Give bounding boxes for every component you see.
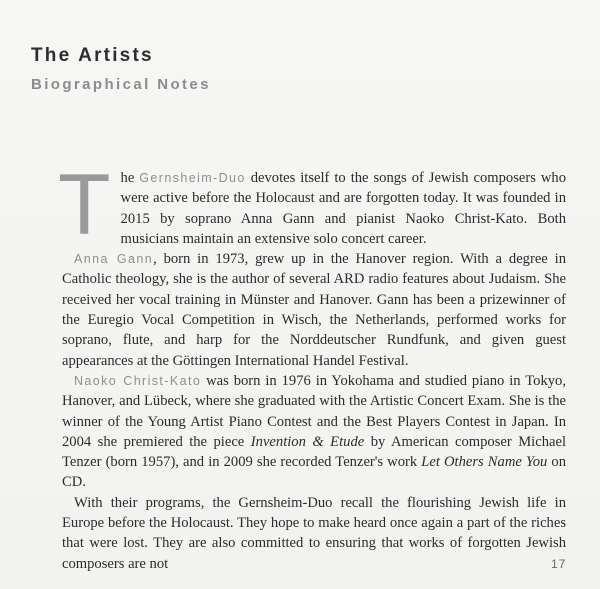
page-title: The Artists bbox=[31, 45, 154, 66]
paragraph-naoko-text-c: on CD. bbox=[62, 454, 566, 491]
paragraph-duo bbox=[58, 157, 566, 253]
name-anna-gann: Anna Gann bbox=[74, 252, 154, 267]
page-number: 17 bbox=[551, 557, 567, 571]
drop-cap: T bbox=[58, 157, 111, 253]
paragraph-naoko-christ-kato bbox=[62, 371, 566, 493]
paragraph-anna-gann-text: , born in 1973, grew up in the Hanover region. With a degree in Catholic theology, she is the author of several ARD radio features about Judaism. She received her vocal training in Münster and Hanover. Gann has been a prizewinner of the Euregio Vocal Competition in Wisch, the Netherlands, performed works for soprano, flute, and harp for the Norddeutscher Rundfunk, and given guest appearances at the Göttingen International Handel Festival. bbox=[62, 251, 566, 369]
paragraph-lead: he bbox=[120, 170, 135, 186]
page-subtitle: Biographical Notes bbox=[31, 76, 211, 93]
work-title-invention-etude: Invention & Etude bbox=[250, 433, 365, 450]
name-gernsheim-duo: Gernsheim-Duo bbox=[139, 171, 246, 185]
biography-text bbox=[58, 157, 567, 574]
paragraph-naoko-text-b: by American composer Michael Tenzer (born 1957), and in 2009 she recorded Tenzer's work bbox=[62, 433, 567, 471]
paragraph-programs-text: With their programs, the Gernsheim-Duo recall the flourishing Jewish life in Europe before the Holocaust. They hope to make heard once again a part of the riches that were lost. They are also committed to ensuring that works of forgotten Jewish composers are not bbox=[62, 494, 566, 572]
paragraph-programs bbox=[62, 493, 566, 574]
work-title-let-others-name-you: Let Others Name You bbox=[421, 454, 548, 471]
paragraph-anna-gann bbox=[62, 249, 566, 371]
name-naoko-christ-kato: Naoko Christ-Kato bbox=[74, 373, 202, 388]
paragraph-duo-text: devotes itself to the songs of Jewish composers who were active before the Holocaust and are forgotten today. It was founded in 2015 by soprano Anna Gann and pianist Naoko Christ-Kato. Both musicians maintain an extensive solo concert career. bbox=[120, 170, 566, 247]
paragraph-naoko-text-a: was born in 1976 in Yokohama and studied piano in Tokyo, Hanover, and Lübeck, where she graduated with the Artistic Concert Exam. She is the winner of the Young Artist Piano Contest and the Best Players Contest in Japan. In 2004 she premiered the piece bbox=[62, 372, 566, 450]
